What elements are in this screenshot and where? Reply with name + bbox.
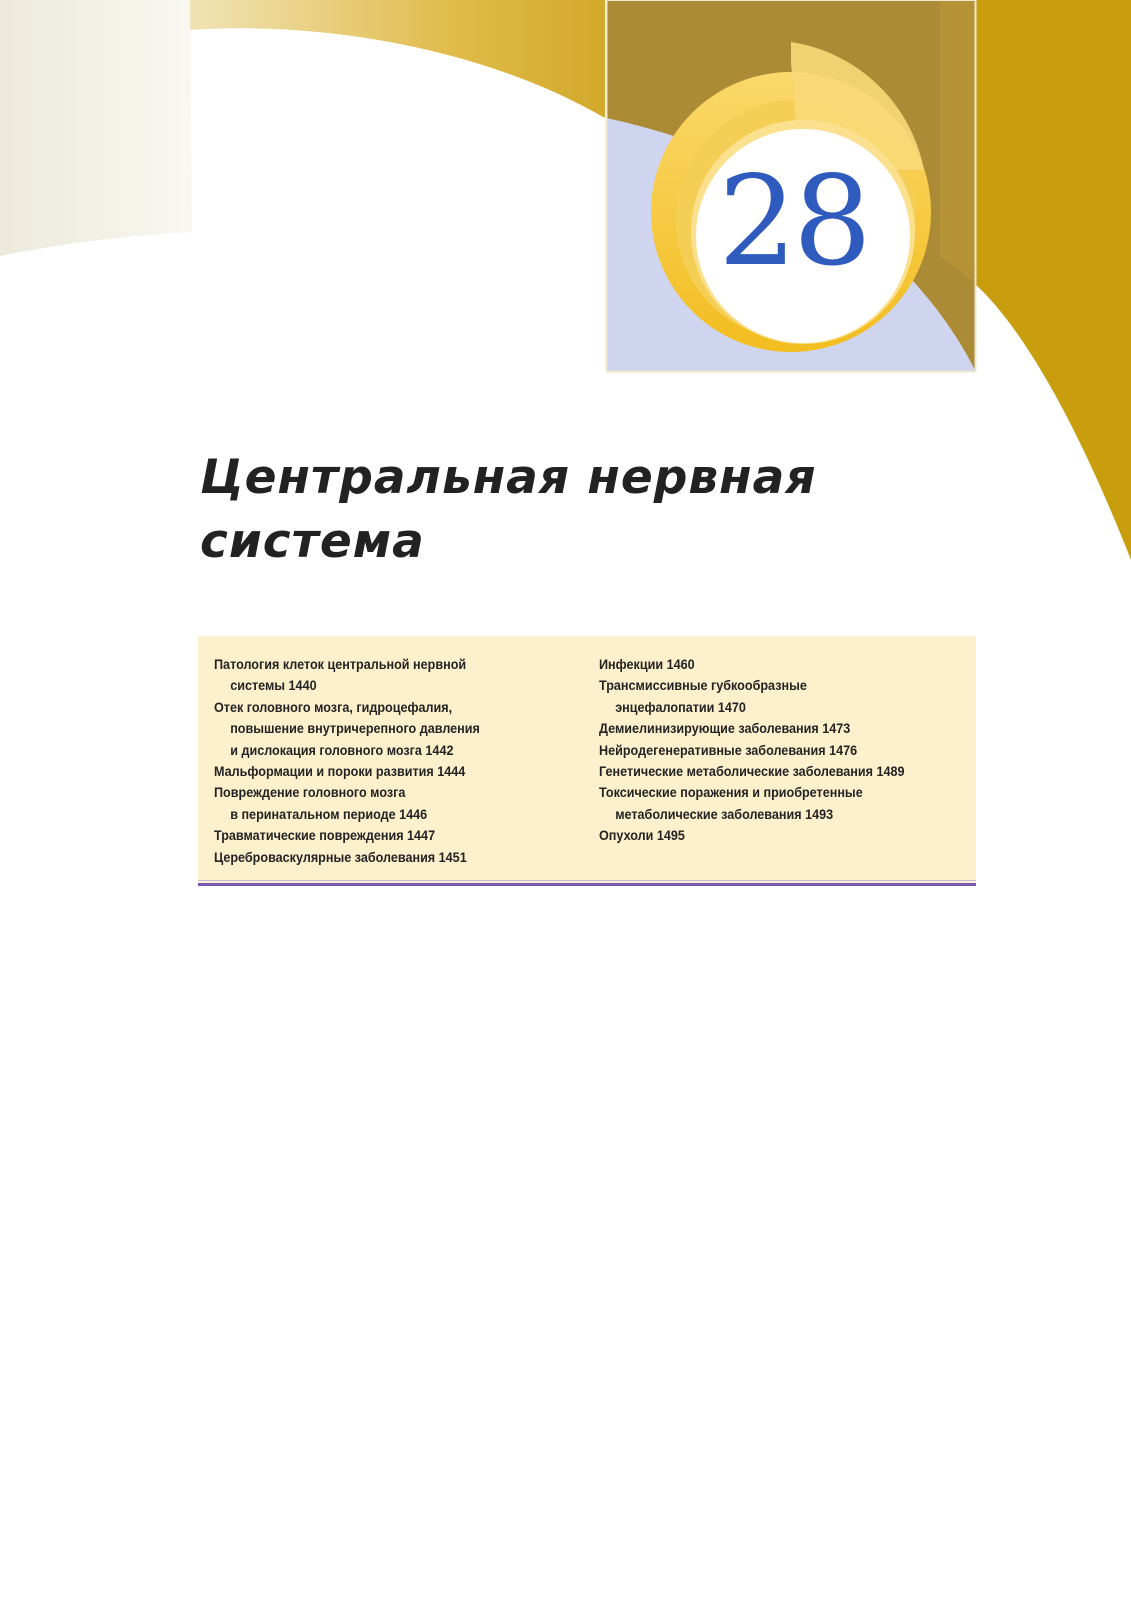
contents-item: Травматические повреждения 1447 (214, 827, 436, 844)
contents-item: Трансмиссивные губкообразные энцефалопатии 1470 (599, 677, 807, 715)
chapter-number: 28 (718, 150, 868, 294)
chapter-title-line-1: Центральная нервная (200, 450, 817, 505)
contents-item: Отек головного мозга, гидроцефалия, повышение внутричерепного давления и дислокация головного мозга 1442 (214, 698, 480, 758)
contents-item: Патология клеток центральной нервной системы 1440 (214, 656, 467, 694)
contents-item: Повреждение головного мозга в перинатальном периоде 1446 (214, 784, 428, 822)
contents-right-column (599, 654, 968, 847)
chapter-title (200, 446, 900, 574)
contents-left-column (214, 654, 538, 868)
chapter-title-line-2: система (200, 514, 425, 569)
contents-item: Инфекции 1460 (599, 656, 695, 672)
contents-bottom-rule-thin (198, 880, 976, 881)
contents-item: Цереброваскулярные заболевания 1451 (214, 848, 467, 865)
contents-item: Мальформации и пороки развития 1444 (214, 763, 466, 780)
contents-item: Демиелинизирующие заболевания 1473 (599, 720, 851, 737)
contents-item: Генетические метаболические заболевания 1489 (599, 763, 905, 780)
contents-item: Нейродегенеративные заболевания 1476 (599, 741, 858, 758)
contents-item: Токсические поражения и приобретенные метаболические заболевания 1493 (599, 784, 863, 822)
contents-item: Опухоли 1495 (599, 827, 685, 844)
contents-bottom-rule (198, 883, 976, 886)
